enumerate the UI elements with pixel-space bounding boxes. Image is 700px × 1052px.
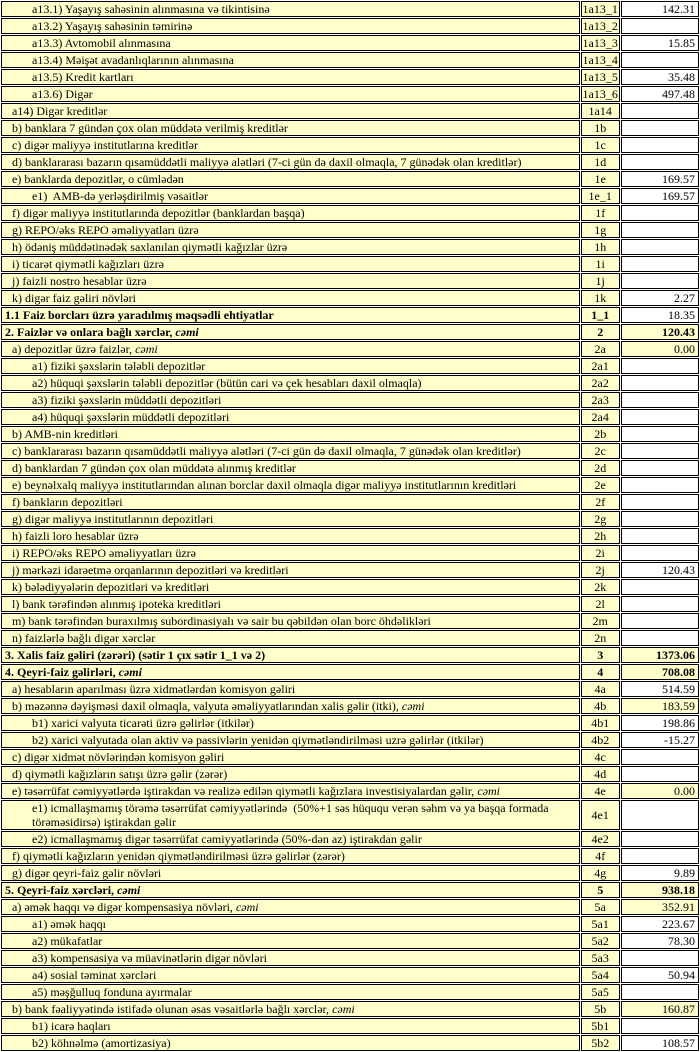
table-row (1, 1001, 699, 1017)
row-code: 2l (581, 596, 620, 612)
table-row (1, 865, 699, 881)
row-code: 2 (581, 324, 620, 340)
row-value: 0.00 (621, 783, 699, 799)
row-code: 2d (581, 460, 620, 476)
table-row (1, 596, 699, 612)
row-value: 78.30 (621, 933, 699, 949)
row-value (621, 256, 699, 272)
table-row (1, 171, 699, 187)
row-value: 18.35 (621, 307, 699, 323)
table-row (1, 256, 699, 272)
table-row (1, 664, 699, 680)
row-value: 15.85 (621, 35, 699, 51)
row-code: 5b1 (581, 1018, 620, 1034)
row-code: 2a4 (581, 409, 620, 425)
row-value: 497.48 (621, 86, 699, 102)
row-label: e) beynəlxalq maliyyə institutlarından alınan borclar daxil olmaqla digər maliyyə institutlarının kreditləri (1, 477, 580, 493)
row-label: b) AMB-nin kreditləri (1, 426, 580, 442)
row-label: 3. Xalis faiz gəliri (zərəri) (sətir 1 çıx sətir 1_1 və 2) (1, 647, 580, 663)
row-code: 1b (581, 120, 620, 136)
table-row (1, 477, 699, 493)
row-label: n) faizlərlə bağlı digər xərclər (1, 630, 580, 646)
row-value (621, 222, 699, 238)
row-label: e1) icmallaşmamış törəmə təsərrüfat cəmiyyətlərində (50%+1 səs hüququ verən səhm və ya başqa formada törəməsidirsə) iştirakdan gəlir (1, 800, 580, 830)
row-label: a5) məşğulluq fonduna ayırmalar (1, 984, 580, 1000)
row-code: 2k (581, 579, 620, 595)
row-value (621, 613, 699, 629)
table-row (1, 137, 699, 153)
table-row (1, 18, 699, 34)
row-code: 4a (581, 681, 620, 697)
row-code: 1g (581, 222, 620, 238)
row-label: a4) hüquqi şəxslərin müddətli depozitləri (1, 409, 580, 425)
row-label: a2) hüquqi şəxslərin tələbli depozitlər (bütün cari və çek hesabları daxil olmaqla) (1, 375, 580, 391)
table-row (1, 933, 699, 949)
row-label: a) hesabların aparılması üzrə xidmətlərdən komisyon gəliri (1, 681, 580, 697)
row-value (621, 579, 699, 595)
row-code: 2i (581, 545, 620, 561)
table-row (1, 460, 699, 476)
row-code: 4f (581, 848, 620, 864)
row-label: j) faizli nostro hesablar üzrə (1, 273, 580, 289)
table-row (1, 307, 699, 323)
row-label: d) banklararası bazarın qısamüddətli maliyyə alətləri (7-ci gün də daxil olmaqla, 7 günədək olan kreditlər) (1, 154, 580, 170)
row-value (621, 831, 699, 847)
table-row (1, 528, 699, 544)
row-value (621, 358, 699, 374)
row-label: d) banklardan 7 gündən çox olan müddətə alınmış kreditlər (1, 460, 580, 476)
row-code: 2h (581, 528, 620, 544)
row-code: 1f (581, 205, 620, 221)
row-label: d) qiymətli kağızların satışı üzrə gəlir (zərər) (1, 766, 580, 782)
row-label: h) faizli loro hesablar üzrə (1, 528, 580, 544)
row-value: 169.57 (621, 171, 699, 187)
row-label-italic-suffix: cəmi (172, 325, 199, 339)
row-value: 169.57 (621, 188, 699, 204)
table-row (1, 831, 699, 847)
table-row (1, 222, 699, 238)
row-label: 4. Qeyri-faiz gəlirləri, cəmi (1, 664, 580, 680)
row-code: 5a1 (581, 916, 620, 932)
table-row (1, 984, 699, 1000)
row-value (621, 766, 699, 782)
row-label: 2. Faizlər və onlara bağlı xərclər, cəmi (1, 324, 580, 340)
row-label-italic-suffix: cəmi (132, 342, 158, 356)
row-label: a13.6) Digər (1, 86, 580, 102)
table-row (1, 562, 699, 578)
row-label: f) bankların depozitləri (1, 494, 580, 510)
table-body (1, 1, 699, 1051)
row-value (621, 460, 699, 476)
row-code: 1j (581, 273, 620, 289)
row-code: 1a13_6 (582, 87, 618, 101)
row-code: 1d (581, 154, 620, 170)
row-value (621, 950, 699, 966)
row-value (621, 426, 699, 442)
table-row (1, 630, 699, 646)
row-label: a1) fiziki şəxslərin tələbli depozitlər (1, 358, 580, 374)
row-value: 120.43 (621, 324, 699, 340)
table-row (1, 766, 699, 782)
row-label: c) banklararası bazarın qısamüddətli maliyyə alətləri (7-ci gün də daxil olmaqla, 7 günədək olan kreditlər) (1, 443, 580, 459)
row-value (621, 848, 699, 864)
row-code: 4d (581, 766, 620, 782)
row-label: b) bank fəaliyyətində istifadə olunan əsas vəsaitlərlə bağlı xərclər, cəmi (1, 1001, 580, 1017)
table-row (1, 848, 699, 864)
row-code: 2a1 (581, 358, 620, 374)
row-label: b1) icarə haqları (1, 1018, 580, 1034)
row-value (621, 800, 699, 830)
table-row (1, 1, 699, 17)
table-row (1, 409, 699, 425)
row-code: 5a4 (581, 967, 620, 983)
row-label: j) mərkəzi idarəetmə orqanlarının depozitləri və kreditləri (1, 562, 580, 578)
table-row (1, 681, 699, 697)
table-row (1, 120, 699, 136)
row-label: l) bank tərəfindən alınmış ipoteka kreditləri (1, 596, 580, 612)
row-code: 1a13_5 (582, 70, 618, 84)
row-code: 5a5 (581, 984, 620, 1000)
table-row (1, 950, 699, 966)
row-value: 120.43 (621, 562, 699, 578)
row-value (621, 528, 699, 544)
row-code: 2a (581, 341, 620, 357)
row-value (621, 205, 699, 221)
row-value (621, 1018, 699, 1034)
row-code: 2m (581, 613, 620, 629)
row-label: i) ticarət qiymətli kağızları üzrə (1, 256, 580, 272)
row-label: k) bələdiyyələrin depozitləri və kreditləri (1, 579, 580, 595)
row-value: 708.08 (621, 664, 699, 680)
row-code: 4g (581, 865, 620, 881)
row-label: b1) xarici valyuta ticarəti üzrə gəlirlər (itkilər) (1, 715, 580, 731)
row-value: 142.31 (621, 1, 699, 17)
row-label: h) ödəniş müddətinədək saxlanılan qiymətli kağızlar üzrə (1, 239, 580, 255)
row-value: 0.00 (621, 341, 699, 357)
table-row (1, 375, 699, 391)
row-label: a4) sosial təminat xərcləri (1, 967, 580, 983)
row-label: k) digər faiz gəliri növləri (1, 290, 580, 306)
row-value (621, 494, 699, 510)
row-value (621, 137, 699, 153)
row-label: 5. Qeyri-faiz xərcləri, cəmi (1, 882, 580, 898)
row-value (621, 545, 699, 561)
row-label: b) məzənnə dəyişməsi daxil olmaqla, valyuta əməliyyatlarından xalis gəlir (itki), cəmi (1, 698, 580, 714)
row-label: a) əmək haqqı və digər kompensasiya növləri, cəmi (1, 899, 580, 915)
row-code: 2a3 (581, 392, 620, 408)
row-value: 1373.06 (621, 647, 699, 663)
table-row (1, 239, 699, 255)
row-label: b) banklara 7 gündən çox olan müddətə verilmiş kreditlər (1, 120, 580, 136)
row-value: 514.59 (621, 681, 699, 697)
row-code: 5 (581, 882, 620, 898)
row-value: 352.91 (621, 899, 699, 915)
row-code: 1a13_3 (582, 36, 618, 50)
row-label: a2) mükafatlar (1, 933, 580, 949)
row-code: 4e2 (581, 831, 620, 847)
row-code: 1a13_2 (582, 19, 618, 33)
row-value: 35.48 (621, 69, 699, 85)
row-label: a14) Digər kreditlər (1, 103, 580, 119)
row-value: 2.27 (621, 290, 699, 306)
row-value (621, 52, 699, 68)
row-value (621, 443, 699, 459)
table-row (1, 1035, 699, 1051)
table-row (1, 511, 699, 527)
row-value (621, 596, 699, 612)
table-row (1, 341, 699, 357)
row-code: 4c (581, 749, 620, 765)
row-label-italic-suffix: cəmi (329, 1002, 355, 1016)
table-row (1, 647, 699, 663)
row-code: 3 (581, 647, 620, 663)
row-label: a) depozitlər üzrə faizlər, cəmi (1, 341, 580, 357)
row-code: 2e (581, 477, 620, 493)
table-row (1, 69, 699, 85)
row-value: 9.89 (621, 865, 699, 881)
row-value (621, 239, 699, 255)
table-row (1, 154, 699, 170)
row-label: c) digər xidmət növlərindən komisyon gəliri (1, 749, 580, 765)
table-row (1, 882, 699, 898)
row-code: 2n (581, 630, 620, 646)
row-value (621, 120, 699, 136)
row-code: 1i (581, 256, 620, 272)
table-row (1, 426, 699, 442)
row-label: b2) köhnəlmə (amortizasiya) (1, 1035, 580, 1051)
row-value (621, 154, 699, 170)
table-row (1, 899, 699, 915)
row-code: 4 (581, 664, 620, 680)
row-code: 2f (581, 494, 620, 510)
row-label-italic-suffix: cəmi (398, 699, 425, 713)
table-row (1, 205, 699, 221)
row-code: 5a (581, 899, 620, 915)
table-row (1, 698, 699, 714)
table-row (1, 324, 699, 340)
row-value (621, 18, 699, 34)
row-code: 1c (581, 137, 620, 153)
row-label: f) qiymətli kağızların yenidən qiymətləndirilməsi üzrə gəlirlər (zərər) (1, 848, 580, 864)
row-code: 5a3 (581, 950, 620, 966)
row-value: 938.18 (621, 882, 699, 898)
table-row (1, 35, 699, 51)
table-row (1, 290, 699, 306)
row-label: a13.5) Kredit kartları (1, 69, 580, 85)
row-value (621, 273, 699, 289)
table-row (1, 52, 699, 68)
table-row (1, 613, 699, 629)
row-label: a13.4) Məişət avadanlıqlarının alınmasına (1, 52, 580, 68)
row-label: e2) icmallaşmamış digər təsərrüfat cəmiyyətlərində (50%-dən az) iştirakdan gəlir (1, 831, 580, 847)
table-row (1, 1018, 699, 1034)
row-value (621, 630, 699, 646)
table-row (1, 715, 699, 731)
row-value (621, 103, 699, 119)
row-value: 160.87 (621, 1001, 699, 1017)
row-value: 198.86 (621, 715, 699, 731)
row-value (621, 511, 699, 527)
table-row (1, 443, 699, 459)
table-row (1, 579, 699, 595)
row-code: 4e1 (581, 800, 620, 830)
row-code: 1_1 (581, 307, 620, 323)
row-label: e) təsərrüfat cəmiyyətlərdə iştirakdan və realizə edilən qiymətli kağızlara investisiyalardan gəlir, cəmi (1, 783, 580, 799)
row-code: 2g (581, 511, 620, 527)
row-code: 1h (581, 239, 620, 255)
row-label-italic-suffix: cəmi (232, 900, 259, 914)
row-code: 4e (581, 783, 620, 799)
row-code: 1a13_4 (582, 53, 618, 67)
table-row (1, 783, 699, 799)
row-label: e) banklarda depozitlər, o cümlədən (1, 171, 580, 187)
row-label-italic-suffix: cəmi (114, 883, 141, 897)
row-code: 4b (581, 698, 620, 714)
table-row (1, 749, 699, 765)
table-row (1, 86, 699, 102)
row-label: a3) kompensasiya və müavinətlərin digər növləri (1, 950, 580, 966)
row-value (621, 477, 699, 493)
table-row (1, 494, 699, 510)
row-code: 2j (581, 562, 620, 578)
row-label: m) bank tərəfindən buraxılmış subordinasiyalı və sair bu qəbildən olan borc öhdəlikləri (1, 613, 580, 629)
row-code: 5b2 (581, 1035, 620, 1051)
row-value: 108.57 (621, 1035, 699, 1051)
row-label: a13.3) Avtomobil alınmasına (1, 35, 580, 51)
row-value: 223.67 (621, 916, 699, 932)
row-label: c) digər maliyyə institutlarına kreditlər (1, 137, 580, 153)
row-value (621, 392, 699, 408)
table-row (1, 103, 699, 119)
row-code: 1e (581, 171, 620, 187)
row-value: 183.59 (621, 698, 699, 714)
row-value (621, 984, 699, 1000)
row-label: f) digər maliyyə institutlarında depozitlər (banklardan başqa) (1, 205, 580, 221)
table-row (1, 273, 699, 289)
row-value (621, 749, 699, 765)
row-code: 5b (581, 1001, 620, 1017)
row-value: 50.94 (621, 967, 699, 983)
row-label: i) REPO/əks REPO əməliyyatları üzrə (1, 545, 580, 561)
row-label: g) digər maliyyə institutlarının depozitləri (1, 511, 580, 527)
row-label: g) REPO/əks REPO əməliyyatları üzrə (1, 222, 580, 238)
row-label: e1) AMB-də yerləşdirilmiş vəsaitlər (1, 188, 580, 204)
table-row (1, 967, 699, 983)
row-value: -15.27 (621, 732, 699, 748)
row-code: 5a2 (581, 933, 620, 949)
table-row (1, 188, 699, 204)
table-row (1, 800, 699, 830)
row-value (621, 375, 699, 391)
row-label: a13.2) Yaşayış sahəsinin təmirinə (1, 18, 580, 34)
table-row (1, 358, 699, 374)
row-code: 1e_1 (581, 188, 620, 204)
row-code: 1k (581, 290, 620, 306)
row-label: b2) xarici valyutada olan aktiv və passivlərin yenidən qiymətləndirilməsi uzrə gəlirlər (itkilər) (1, 732, 580, 748)
row-label: g) digər qeyri-faiz gəlir növləri (1, 865, 580, 881)
row-label: a13.1) Yaşayış sahəsinin alınmasına və tikintisinə (1, 1, 580, 17)
row-label-italic-suffix: cəmi (474, 784, 500, 798)
table-row (1, 732, 699, 748)
table-row (1, 545, 699, 561)
table-row (1, 916, 699, 932)
table-row (1, 392, 699, 408)
row-code: 2c (581, 443, 620, 459)
row-code: 1a13_1 (582, 2, 618, 16)
row-label: a1) əmək haqqı (1, 916, 580, 932)
row-value (621, 409, 699, 425)
row-code: 1a14 (581, 103, 620, 119)
row-label: a3) fiziki şəxslərin müddətli depozitləri (1, 392, 580, 408)
row-label-italic-suffix: cəmi (115, 665, 142, 679)
row-code: 2b (581, 426, 620, 442)
row-code: 4b1 (581, 715, 620, 731)
row-code: 4b2 (581, 732, 620, 748)
row-code: 2a2 (581, 375, 620, 391)
row-label: 1.1 Faiz borcları üzrə yaradılmış məqsədli ehtiyatlar (1, 307, 580, 323)
